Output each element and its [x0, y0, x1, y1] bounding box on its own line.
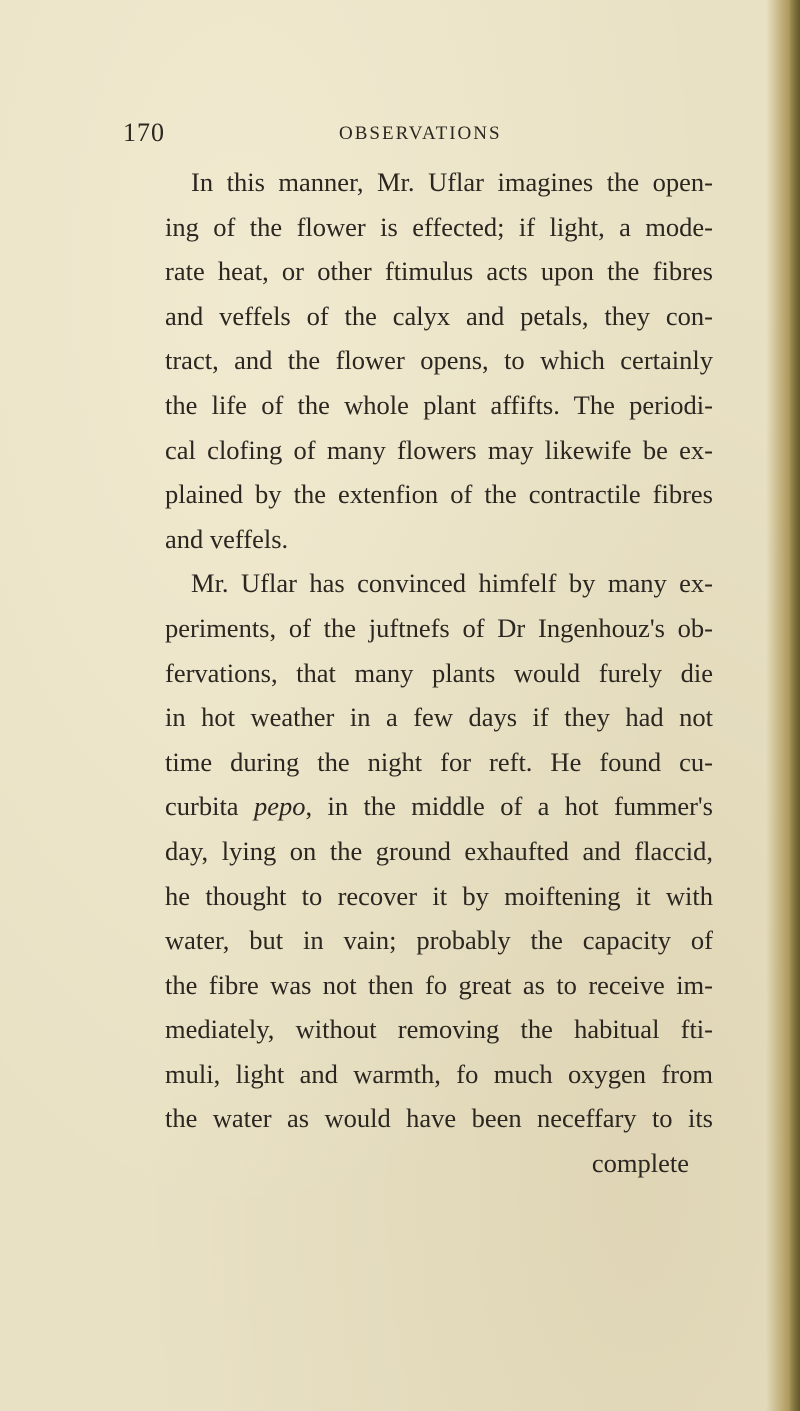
text-line: time during the night for reft. He found cu-	[165, 746, 713, 777]
italic-species-name: pepo	[253, 791, 306, 822]
text-line: the fibre was not then fo great as to receive im-	[165, 969, 713, 1000]
text-line: in hot weather in a few days if they had not	[165, 702, 713, 733]
text-line: In this manner, Mr. Uflar imagines the open-	[191, 167, 713, 197]
text-line: periments, of the juftnefs of Dr Ingenhouz's ob-	[165, 612, 713, 643]
page-number: 170	[123, 118, 165, 147]
text-line: he thought to recover it by moiftening it with	[165, 880, 713, 911]
text-line: tract, and the flower opens, to which certainly	[165, 345, 713, 376]
text-line: fervations, that many plants would furely die	[165, 657, 713, 688]
body-text	[165, 160, 713, 1186]
text-line-with-italic	[165, 784, 713, 829]
text-line: rate heat, or other ftimulus acts upon the fibres	[165, 256, 713, 287]
text-line: and veffels of the calyx and petals, they con-	[165, 300, 713, 331]
page-gutter-fold	[790, 0, 800, 1411]
text-line: the life of the whole plant affifts. The periodi-	[165, 389, 713, 420]
text-line: muli, light and warmth, fo much oxygen from	[165, 1058, 713, 1089]
text-run: curbita	[165, 791, 254, 822]
text-line: day, lying on the ground exhaufted and flaccid,	[165, 835, 713, 866]
text-line: cal clofing of many flowers may likewife be ex-	[165, 434, 713, 465]
text-line: mediately, without removing the habitual fti-	[165, 1014, 713, 1045]
text-line: Mr. Uflar has convinced himfelf by many ex-	[191, 568, 713, 599]
paragraph-end-line: and veffels.	[165, 523, 289, 554]
text-run: , in the middle of a hot fummer's	[305, 791, 713, 822]
text-line: plained by the extenfion of the contractile fibres	[165, 479, 713, 510]
text-line: the water as would have been neceffary to its	[165, 1103, 713, 1134]
running-head	[123, 118, 543, 150]
text-line: water, but in vain; probably the capacity of	[165, 925, 713, 956]
running-title: OBSERVATIONS	[339, 123, 502, 144]
text-line: ing of the flower is effected; if light, a mode-	[165, 211, 713, 242]
catchword: complete	[591, 1148, 689, 1179]
